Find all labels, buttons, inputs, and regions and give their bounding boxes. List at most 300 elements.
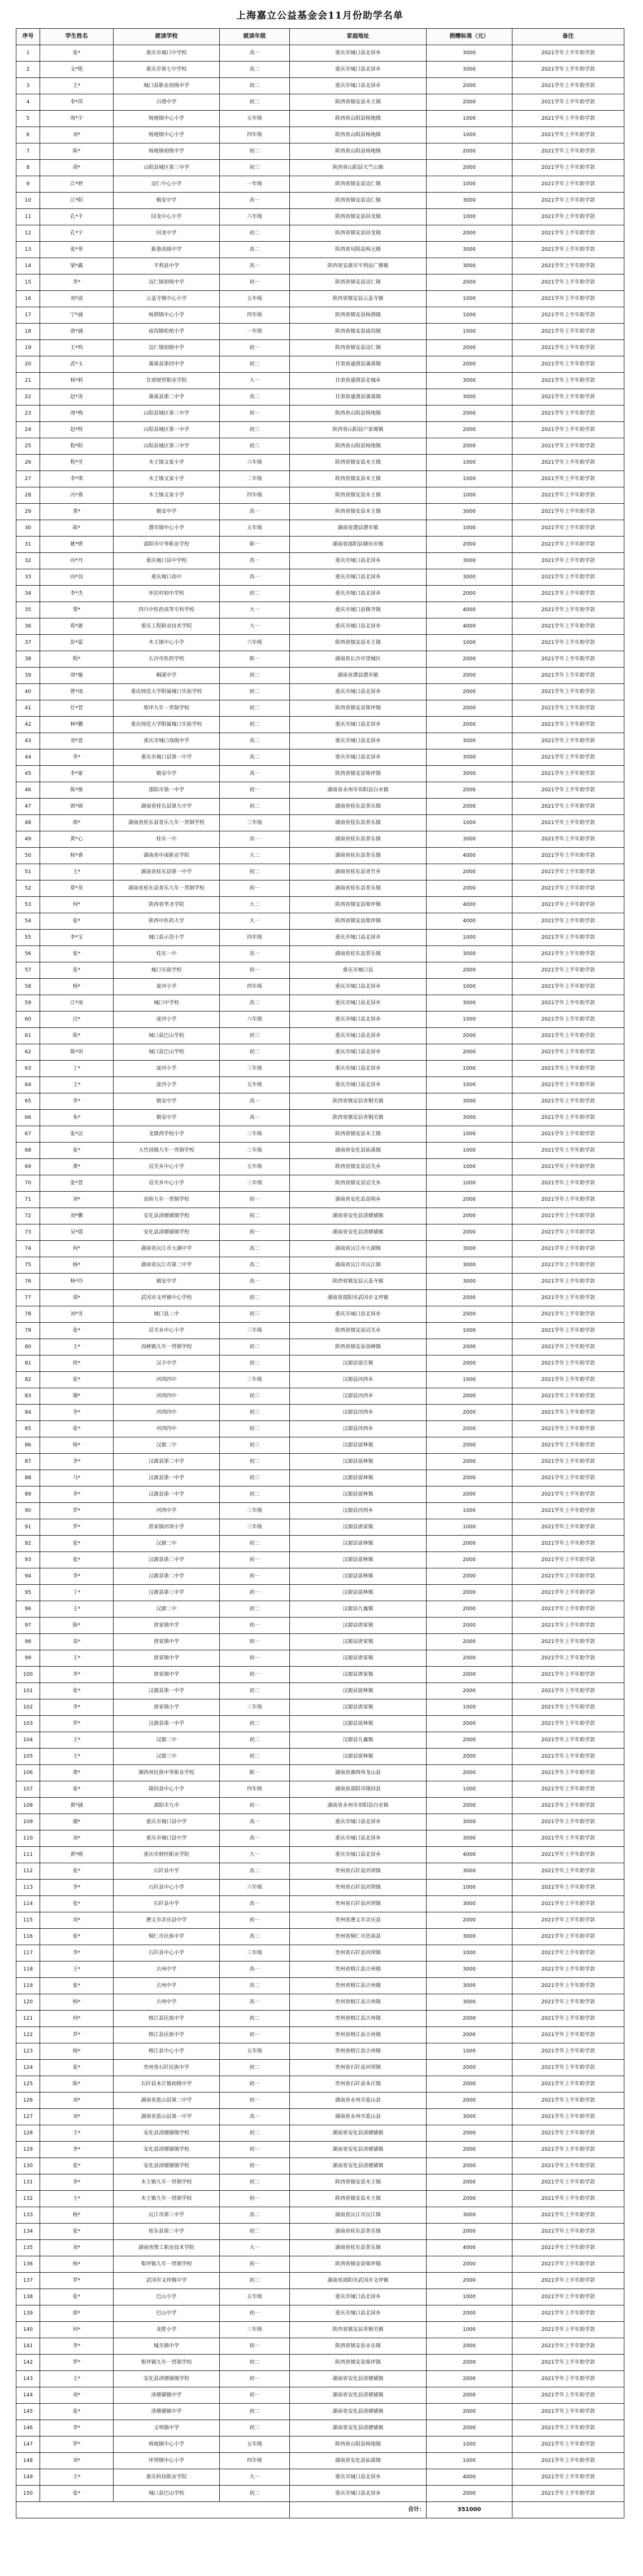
cell-grade: 高一 [220, 45, 290, 62]
cell-donation-amount: 1000 [427, 2436, 512, 2453]
table-row [16, 1814, 624, 1830]
cell-donation-amount: 2000 [427, 2420, 512, 2436]
cell-remarks: 2021学年上半年助学款 [512, 569, 624, 586]
cell-home-address: 湖南省永州市蓝山县 [290, 2093, 427, 2109]
cell-grade: 初二 [220, 799, 290, 815]
cell-grade: 高一 [220, 258, 290, 274]
cell-remarks: 2021学年上半年助学款 [512, 1601, 624, 1618]
cell-donation-amount: 2000 [427, 881, 512, 897]
cell-remarks: 2021学年上半年助学款 [512, 1224, 624, 1241]
cell-remarks: 2021学年上半年助学款 [512, 766, 624, 782]
cell-home-address: 湖南省安化县仙溪镇 [290, 2453, 427, 2469]
cell-remarks: 2021学年上半年助学款 [512, 1994, 624, 2011]
table-row [16, 1912, 624, 1929]
cell-remarks: 2021学年上半年助学款 [512, 455, 624, 471]
cell-index: 12 [16, 225, 40, 242]
cell-home-address: 陕西省镇安县迈仁镇 [290, 193, 427, 209]
cell-home-address: 汉源县富林镇 [290, 1683, 427, 1699]
cell-grade: 初三 [220, 422, 290, 438]
cell-student-name: 林*鹏 [40, 717, 114, 733]
cell-student-name: 李* [40, 274, 114, 291]
cell-remarks: 2021学年上半年助学款 [512, 2191, 624, 2207]
cell-home-address: 湖南省桂东县普乐镇 [290, 831, 427, 848]
cell-grade: 初一 [220, 782, 290, 799]
table-row [16, 1093, 624, 1110]
cell-remarks: 2021学年上半年助学款 [512, 2043, 624, 2060]
cell-home-address: 湖南省桂东县普乐镇 [290, 799, 427, 815]
cell-donation-amount: 3000 [427, 1962, 512, 1978]
cell-student-name: 李* [40, 1667, 114, 1683]
cell-remarks: 2021学年上半年助学款 [512, 373, 624, 389]
cell-donation-amount: 2000 [427, 143, 512, 160]
table-row [16, 1798, 624, 1814]
cell-student-name: 李*豪 [40, 766, 114, 782]
table-row [16, 1487, 624, 1503]
cell-index: 125 [16, 2076, 40, 2093]
cell-index: 78 [16, 1306, 40, 1323]
cell-index: 103 [16, 1716, 40, 1732]
cell-student-name: 张* [40, 2158, 114, 2174]
cell-school: 河西四中 [114, 1405, 220, 1421]
cell-index: 63 [16, 1061, 40, 1077]
cell-remarks: 2021学年上半年助学款 [512, 291, 624, 307]
cell-grade: 初二 [220, 2224, 290, 2240]
cell-grade: 初二 [220, 2125, 290, 2142]
cell-school: 湖南省沅江市大湖中学 [114, 1241, 220, 1257]
cell-index: 141 [16, 2338, 40, 2355]
cell-student-name: 黄*晴 [40, 1847, 114, 1863]
cell-home-address: 甘肃省通渭县北城乡 [290, 373, 427, 389]
cell-grade: 四年级 [220, 1781, 290, 1798]
cell-donation-amount: 1000 [427, 1077, 512, 1093]
cell-student-name: 王*鸣 [40, 340, 114, 356]
cell-index: 68 [16, 1143, 40, 1159]
cell-student-name: 李*萍 [40, 94, 114, 111]
cell-school: 杨泗镇中心小学 [114, 307, 220, 324]
cell-donation-amount: 1000 [427, 111, 512, 127]
cell-school: 榕江县民族中学 [114, 2027, 220, 2043]
cell-grade: 五年级 [220, 2043, 290, 2060]
cell-school: 文明镇中学 [114, 2420, 220, 2436]
cell-donation-amount: 3000 [427, 242, 512, 258]
total-remark-spacer [512, 2502, 624, 2518]
cell-remarks: 2021学年上半年助学款 [512, 1077, 624, 1093]
cell-grade: 初一 [220, 1912, 290, 1929]
cell-index: 116 [16, 1929, 40, 1945]
cell-index: 140 [16, 2322, 40, 2338]
cell-grade: 高一 [220, 766, 290, 782]
cell-student-name: 宁*涵 [40, 307, 114, 324]
table-row [16, 1880, 624, 1896]
cell-remarks: 2021学年上半年助学款 [512, 1749, 624, 1765]
cell-home-address: 陕西省旬阳县构元镇 [290, 242, 427, 258]
cell-remarks: 2021学年上半年助学款 [512, 962, 624, 979]
cell-donation-amount: 4000 [427, 897, 512, 913]
table-row [16, 1650, 624, 1667]
cell-school: 汉源县第一中学 [114, 1683, 220, 1699]
cell-remarks: 2021学年上半年助学款 [512, 1175, 624, 1192]
cell-grade: 初一 [220, 1568, 290, 1585]
cell-school: 汉源三中 [114, 1749, 220, 1765]
cell-grade: 初一 [220, 2338, 290, 2355]
cell-donation-amount: 2000 [427, 1716, 512, 1732]
table-row [16, 1585, 624, 1601]
table-row [16, 471, 624, 487]
cell-grade: 三年级 [220, 1143, 290, 1159]
table-row [16, 1290, 624, 1306]
cell-home-address: 汉源县富庄镇 [290, 1355, 427, 1372]
cell-remarks: 2021学年上半年助学款 [512, 1650, 624, 1667]
cell-index: 29 [16, 504, 40, 520]
cell-donation-amount: 1000 [427, 1945, 512, 1962]
cell-home-address: 贵州省石阡县河坝镇 [290, 1945, 427, 1962]
cell-grade: 初三 [220, 1437, 290, 1454]
cell-remarks: 2021学年上半年助学款 [512, 2486, 624, 2502]
cell-remarks: 2021学年上半年助学款 [512, 487, 624, 504]
cell-grade: 初二 [220, 2060, 290, 2076]
cell-donation-amount: 1000 [427, 1012, 512, 1028]
cell-grade: 初一 [220, 340, 290, 356]
cell-home-address: 重庆市城口县北屏乡 [290, 618, 427, 635]
table-row [16, 2338, 624, 2355]
cell-donation-amount: 1000 [427, 2453, 512, 2469]
cell-index: 144 [16, 2387, 40, 2404]
cell-home-address: 汉源县富林镇 [290, 1585, 427, 1601]
cell-grade: 初二 [220, 143, 290, 160]
table-row [16, 684, 624, 700]
cell-index: 71 [16, 1192, 40, 1208]
cell-school: 桐溪中学 [114, 668, 220, 684]
cell-donation-amount: 1000 [427, 1323, 512, 1339]
table-row [16, 1830, 624, 1847]
cell-home-address: 贵州省榕江县古州镇 [290, 1994, 427, 2011]
cell-student-name: 张* [40, 1929, 114, 1945]
cell-home-address: 湖南省桂东县普乐镇 [290, 946, 427, 962]
cell-remarks: 2021学年上半年助学款 [512, 422, 624, 438]
cell-student-name: 张* [40, 1536, 114, 1552]
cell-grade: 初一 [220, 1585, 290, 1601]
cell-remarks: 2021学年上半年助学款 [512, 242, 624, 258]
cell-school: 唐家镇中学 [114, 1618, 220, 1634]
cell-student-name: 张* [40, 2289, 114, 2305]
cell-student-name: 张* [40, 1552, 114, 1568]
cell-home-address: 重庆市城口县北屏乡 [290, 62, 427, 78]
cell-donation-amount: 2000 [427, 2338, 512, 2355]
cell-grade: 初一 [220, 1798, 290, 1814]
cell-student-name: 刘* [40, 2387, 114, 2404]
cell-donation-amount: 1000 [427, 2043, 512, 2060]
cell-student-name: 黄*涵 [40, 1798, 114, 1814]
cell-grade: 三年级 [220, 1126, 290, 1143]
cell-grade: 初一 [220, 2387, 290, 2404]
cell-student-name: 袁* [40, 1634, 114, 1650]
cell-remarks: 2021学年上半年助学款 [512, 1519, 624, 1536]
cell-remarks: 2021学年上半年助学款 [512, 1437, 624, 1454]
cell-donation-amount: 4000 [427, 1847, 512, 1863]
cell-remarks: 2021学年上半年助学款 [512, 2355, 624, 2371]
cell-home-address: 贵州省石阡县本庄镇 [290, 2076, 427, 2093]
cell-home-address: 陕西省镇安县木王镇 [290, 635, 427, 651]
cell-student-name: 刘* [40, 2240, 114, 2256]
cell-home-address: 湖南省沅江市沅江镇 [290, 1257, 427, 1274]
cell-remarks: 2021学年上半年助学款 [512, 1634, 624, 1650]
cell-grade: 大二 [220, 897, 290, 913]
cell-grade: 初一 [220, 1650, 290, 1667]
cell-home-address: 陕西省镇安县木王镇 [290, 1126, 427, 1143]
cell-home-address: 重庆市城口县北屏乡 [290, 1044, 427, 1061]
table-row [16, 209, 624, 225]
cell-grade: 初三 [220, 1388, 290, 1405]
cell-index: 66 [16, 1110, 40, 1126]
cell-index: 104 [16, 1732, 40, 1749]
cell-donation-amount: 4000 [427, 2469, 512, 2486]
cell-school: 汉源二中 [114, 1437, 220, 1454]
cell-grade: 三年级 [220, 2322, 290, 2338]
table-row [16, 2224, 624, 2240]
cell-remarks: 2021学年上半年助学款 [512, 1044, 624, 1061]
cell-school: 山阳县城区第三中学 [114, 406, 220, 422]
cell-index: 109 [16, 1814, 40, 1830]
cell-student-name: 程*阳 [40, 438, 114, 455]
cell-school: 山阳县城区第三中学 [114, 438, 220, 455]
cell-home-address: 贵州省榕江县古州镇 [290, 1962, 427, 1978]
cell-index: 123 [16, 2043, 40, 2060]
cell-grade: 初二 [220, 1732, 290, 1749]
cell-donation-amount: 2000 [427, 1798, 512, 1814]
cell-remarks: 2021学年上半年助学款 [512, 1847, 624, 1863]
cell-home-address: 陕西省镇安县庙沟镇 [290, 324, 427, 340]
cell-school: 城口县二中 [114, 1306, 220, 1323]
cell-grade: 初一 [220, 2158, 290, 2174]
cell-home-address: 汉源县唐家镇 [290, 1618, 427, 1634]
cell-index: 85 [16, 1421, 40, 1437]
cell-student-name: 何* [40, 1241, 114, 1257]
cell-home-address: 陕西省镇安县云盖寺镇 [290, 291, 427, 307]
cell-donation-amount: 2000 [427, 864, 512, 881]
cell-donation-amount: 2000 [427, 2174, 512, 2191]
cell-school: 城口县巴山学校 [114, 1044, 220, 1061]
table-row [16, 586, 624, 602]
cell-grade: 高一 [220, 1994, 290, 2011]
table-row [16, 1667, 624, 1683]
cell-index: 18 [16, 324, 40, 340]
table-row [16, 1765, 624, 1781]
cell-remarks: 2021学年上半年助学款 [512, 2404, 624, 2420]
cell-grade: 三年级 [220, 1699, 290, 1716]
cell-donation-amount: 1000 [427, 1699, 512, 1716]
cell-grade: 三年级 [220, 1945, 290, 1962]
cell-donation-amount: 3000 [427, 1274, 512, 1290]
cell-index: 58 [16, 979, 40, 995]
cell-home-address: 陕西省镇安县木王镇 [290, 504, 427, 520]
cell-donation-amount: 2000 [427, 340, 512, 356]
cell-grade: 初二 [220, 2355, 290, 2371]
cell-grade: 高一 [220, 1093, 290, 1110]
cell-home-address: 湖南省桂东县普乐镇 [290, 2240, 427, 2256]
cell-index: 73 [16, 1224, 40, 1241]
table-row [16, 1224, 624, 1241]
cell-school: 榕江县中心小学 [114, 2043, 220, 2060]
cell-school: 高桥九年一贯制学校 [114, 1192, 220, 1208]
table-row [16, 2486, 624, 2502]
cell-remarks: 2021学年上半年助学款 [512, 2305, 624, 2322]
cell-index: 10 [16, 193, 40, 209]
cell-school: 湖南省理工职业技术学院 [114, 2240, 220, 2256]
cell-student-name: 文*艳 [40, 62, 114, 78]
cell-grade: 初二 [220, 1290, 290, 1306]
table-row [16, 340, 624, 356]
cell-index: 53 [16, 897, 40, 913]
table-row [16, 815, 624, 831]
cell-remarks: 2021学年上半年助学款 [512, 111, 624, 127]
cell-school: 安化县清塘铺镇学校 [114, 1224, 220, 1241]
cell-student-name: 王* [40, 2125, 114, 2142]
cell-donation-amount: 2000 [427, 1028, 512, 1044]
cell-student-name: 孔*平 [40, 209, 114, 225]
cell-remarks: 2021学年上半年助学款 [512, 1110, 624, 1126]
cell-donation-amount: 2000 [427, 1355, 512, 1372]
cell-student-name: 杨* [40, 1257, 114, 1274]
table-row [16, 2207, 624, 2224]
cell-remarks: 2021学年上半年助学款 [512, 848, 624, 864]
cell-home-address: 汉源县河西乡 [290, 1503, 427, 1519]
cell-donation-amount: 2000 [427, 2273, 512, 2289]
cell-student-name: 罗* [40, 2027, 114, 2043]
cell-remarks: 2021学年上半年助学款 [512, 1208, 624, 1224]
table-row [16, 1929, 624, 1945]
cell-remarks: 2021学年上半年助学款 [512, 1454, 624, 1470]
cell-grade: 初一 [220, 962, 290, 979]
cell-school: 邵阳市九中 [114, 1798, 220, 1814]
cell-student-name: 王* [40, 2191, 114, 2207]
cell-home-address: 汉源县唐家镇 [290, 1667, 427, 1683]
cell-home-address: 湖南省湘西州龙山县 [290, 1765, 427, 1781]
cell-school: 桂东一中 [114, 946, 220, 962]
cell-grade: 初一 [220, 1224, 290, 1241]
cell-remarks: 2021学年上半年助学款 [512, 815, 624, 831]
cell-school: 汉源县第二中学 [114, 1568, 220, 1585]
cell-donation-amount: 2000 [427, 1634, 512, 1650]
cell-grade: 高一 [220, 831, 290, 848]
cell-donation-amount: 2000 [427, 1650, 512, 1667]
cell-grade: 五年级 [220, 520, 290, 537]
cell-home-address: 重庆市城口县北屏乡 [290, 717, 427, 733]
cell-student-name: 覃*菲 [40, 881, 114, 897]
cell-grade: 初二 [220, 1749, 290, 1765]
cell-school: 木王镇中心小学 [114, 635, 220, 651]
cell-home-address: 重庆市城口县修齐镇 [290, 602, 427, 618]
table-row [16, 2076, 624, 2093]
cell-school: 白塔中学 [114, 94, 220, 111]
cell-remarks: 2021学年上半年助学款 [512, 2125, 624, 2142]
cell-school: 杨地镇初级中学 [114, 143, 220, 160]
cell-index: 124 [16, 2060, 40, 2076]
cell-home-address: 陕西省山阳县天竺山镇 [290, 160, 427, 176]
table-row [16, 1192, 624, 1208]
cell-student-name: 李*杰 [40, 586, 114, 602]
cell-donation-amount: 3000 [427, 1814, 512, 1830]
cell-home-address: 湖南省安化县清塘铺镇 [290, 2420, 427, 2436]
cell-student-name: 李*宝 [40, 930, 114, 946]
cell-remarks: 2021学年上半年助学款 [512, 176, 624, 193]
cell-grade: 高二 [220, 2207, 290, 2224]
cell-school: 唐家镇小学 [114, 1699, 220, 1716]
cell-school: 石阡县中心小学 [114, 1880, 220, 1896]
cell-school: 镇安中学 [114, 1093, 220, 1110]
cell-remarks: 2021学年上半年助学款 [512, 881, 624, 897]
cell-home-address: 贵州省石阡县河坝镇 [290, 1863, 427, 1880]
cell-grade: 高一 [220, 504, 290, 520]
cell-school: 汉源县第三中学 [114, 1585, 220, 1601]
cell-school: 河西四中 [114, 1372, 220, 1388]
cell-index: 67 [16, 1126, 40, 1143]
cell-remarks: 2021学年上半年助学款 [512, 1388, 624, 1405]
cell-donation-amount: 3000 [427, 258, 512, 274]
table-body [16, 45, 624, 2502]
cell-school: 庞河小学 [114, 1061, 220, 1077]
cell-school: 桂东县第二中学 [114, 2224, 220, 2240]
cell-school: 城口中学校 [114, 995, 220, 1012]
cell-school: 重庆市城口县中学 [114, 1814, 220, 1830]
cell-home-address: 陕西省镇安县木王镇 [290, 455, 427, 471]
cell-remarks: 2021学年上半年助学款 [512, 2174, 624, 2191]
cell-school: 木王镇文家小学 [114, 455, 220, 471]
cell-grade: 三年级 [220, 1323, 290, 1339]
cell-remarks: 2021学年上半年助学款 [512, 1945, 624, 1962]
table-row [16, 979, 624, 995]
cell-school: 诏关乡中心小学 [114, 1323, 220, 1339]
cell-donation-amount: 3000 [427, 373, 512, 389]
cell-grade: 初二 [220, 684, 290, 700]
header-home-address: 家庭地址 [290, 29, 427, 45]
cell-student-name: 周*梅 [40, 406, 114, 422]
cell-grade: 三年级 [220, 1372, 290, 1388]
cell-remarks: 2021学年上半年助学款 [512, 1585, 624, 1601]
cell-student-name: 李* [40, 2338, 114, 2355]
table-row [16, 373, 624, 389]
cell-grade: 初二 [220, 1454, 290, 1470]
table-row [16, 438, 624, 455]
cell-donation-amount: 2000 [427, 2305, 512, 2322]
cell-student-name: 李* [40, 1945, 114, 1962]
cell-school: 重庆工程职业技术学院 [114, 618, 220, 635]
cell-index: 79 [16, 1323, 40, 1339]
cell-donation-amount: 2000 [427, 1437, 512, 1454]
cell-remarks: 2021学年上半年助学款 [512, 2371, 624, 2387]
cell-donation-amount: 3000 [427, 995, 512, 1012]
cell-remarks: 2021学年上半年助学款 [512, 2387, 624, 2404]
cell-grade: 五年级 [220, 111, 290, 127]
cell-school: 古州中学 [114, 1978, 220, 1994]
table-row [16, 2191, 624, 2207]
table-row [16, 193, 624, 209]
cell-index: 46 [16, 782, 40, 799]
cell-grade: 初三 [220, 1028, 290, 1044]
cell-grade: 高二 [220, 242, 290, 258]
cell-student-name: 刘* [40, 2109, 114, 2125]
cell-home-address: 湖南省安化县高明乡 [290, 1192, 427, 1208]
cell-home-address: 贵州省石阡县河坝镇 [290, 2060, 427, 2076]
cell-student-name: 陈* [40, 1618, 114, 1634]
cell-grade: 一年级 [220, 176, 290, 193]
cell-grade: 六年级 [220, 1880, 290, 1896]
table-row [16, 831, 624, 848]
cell-school: 榕江县民族中学 [114, 2011, 220, 2027]
cell-donation-amount: 1000 [427, 635, 512, 651]
table-row [16, 1945, 624, 1962]
cell-home-address: 陕西省镇安县柴坪镇 [290, 700, 427, 717]
cell-school: 杨地镇中心小学 [114, 2436, 220, 2453]
